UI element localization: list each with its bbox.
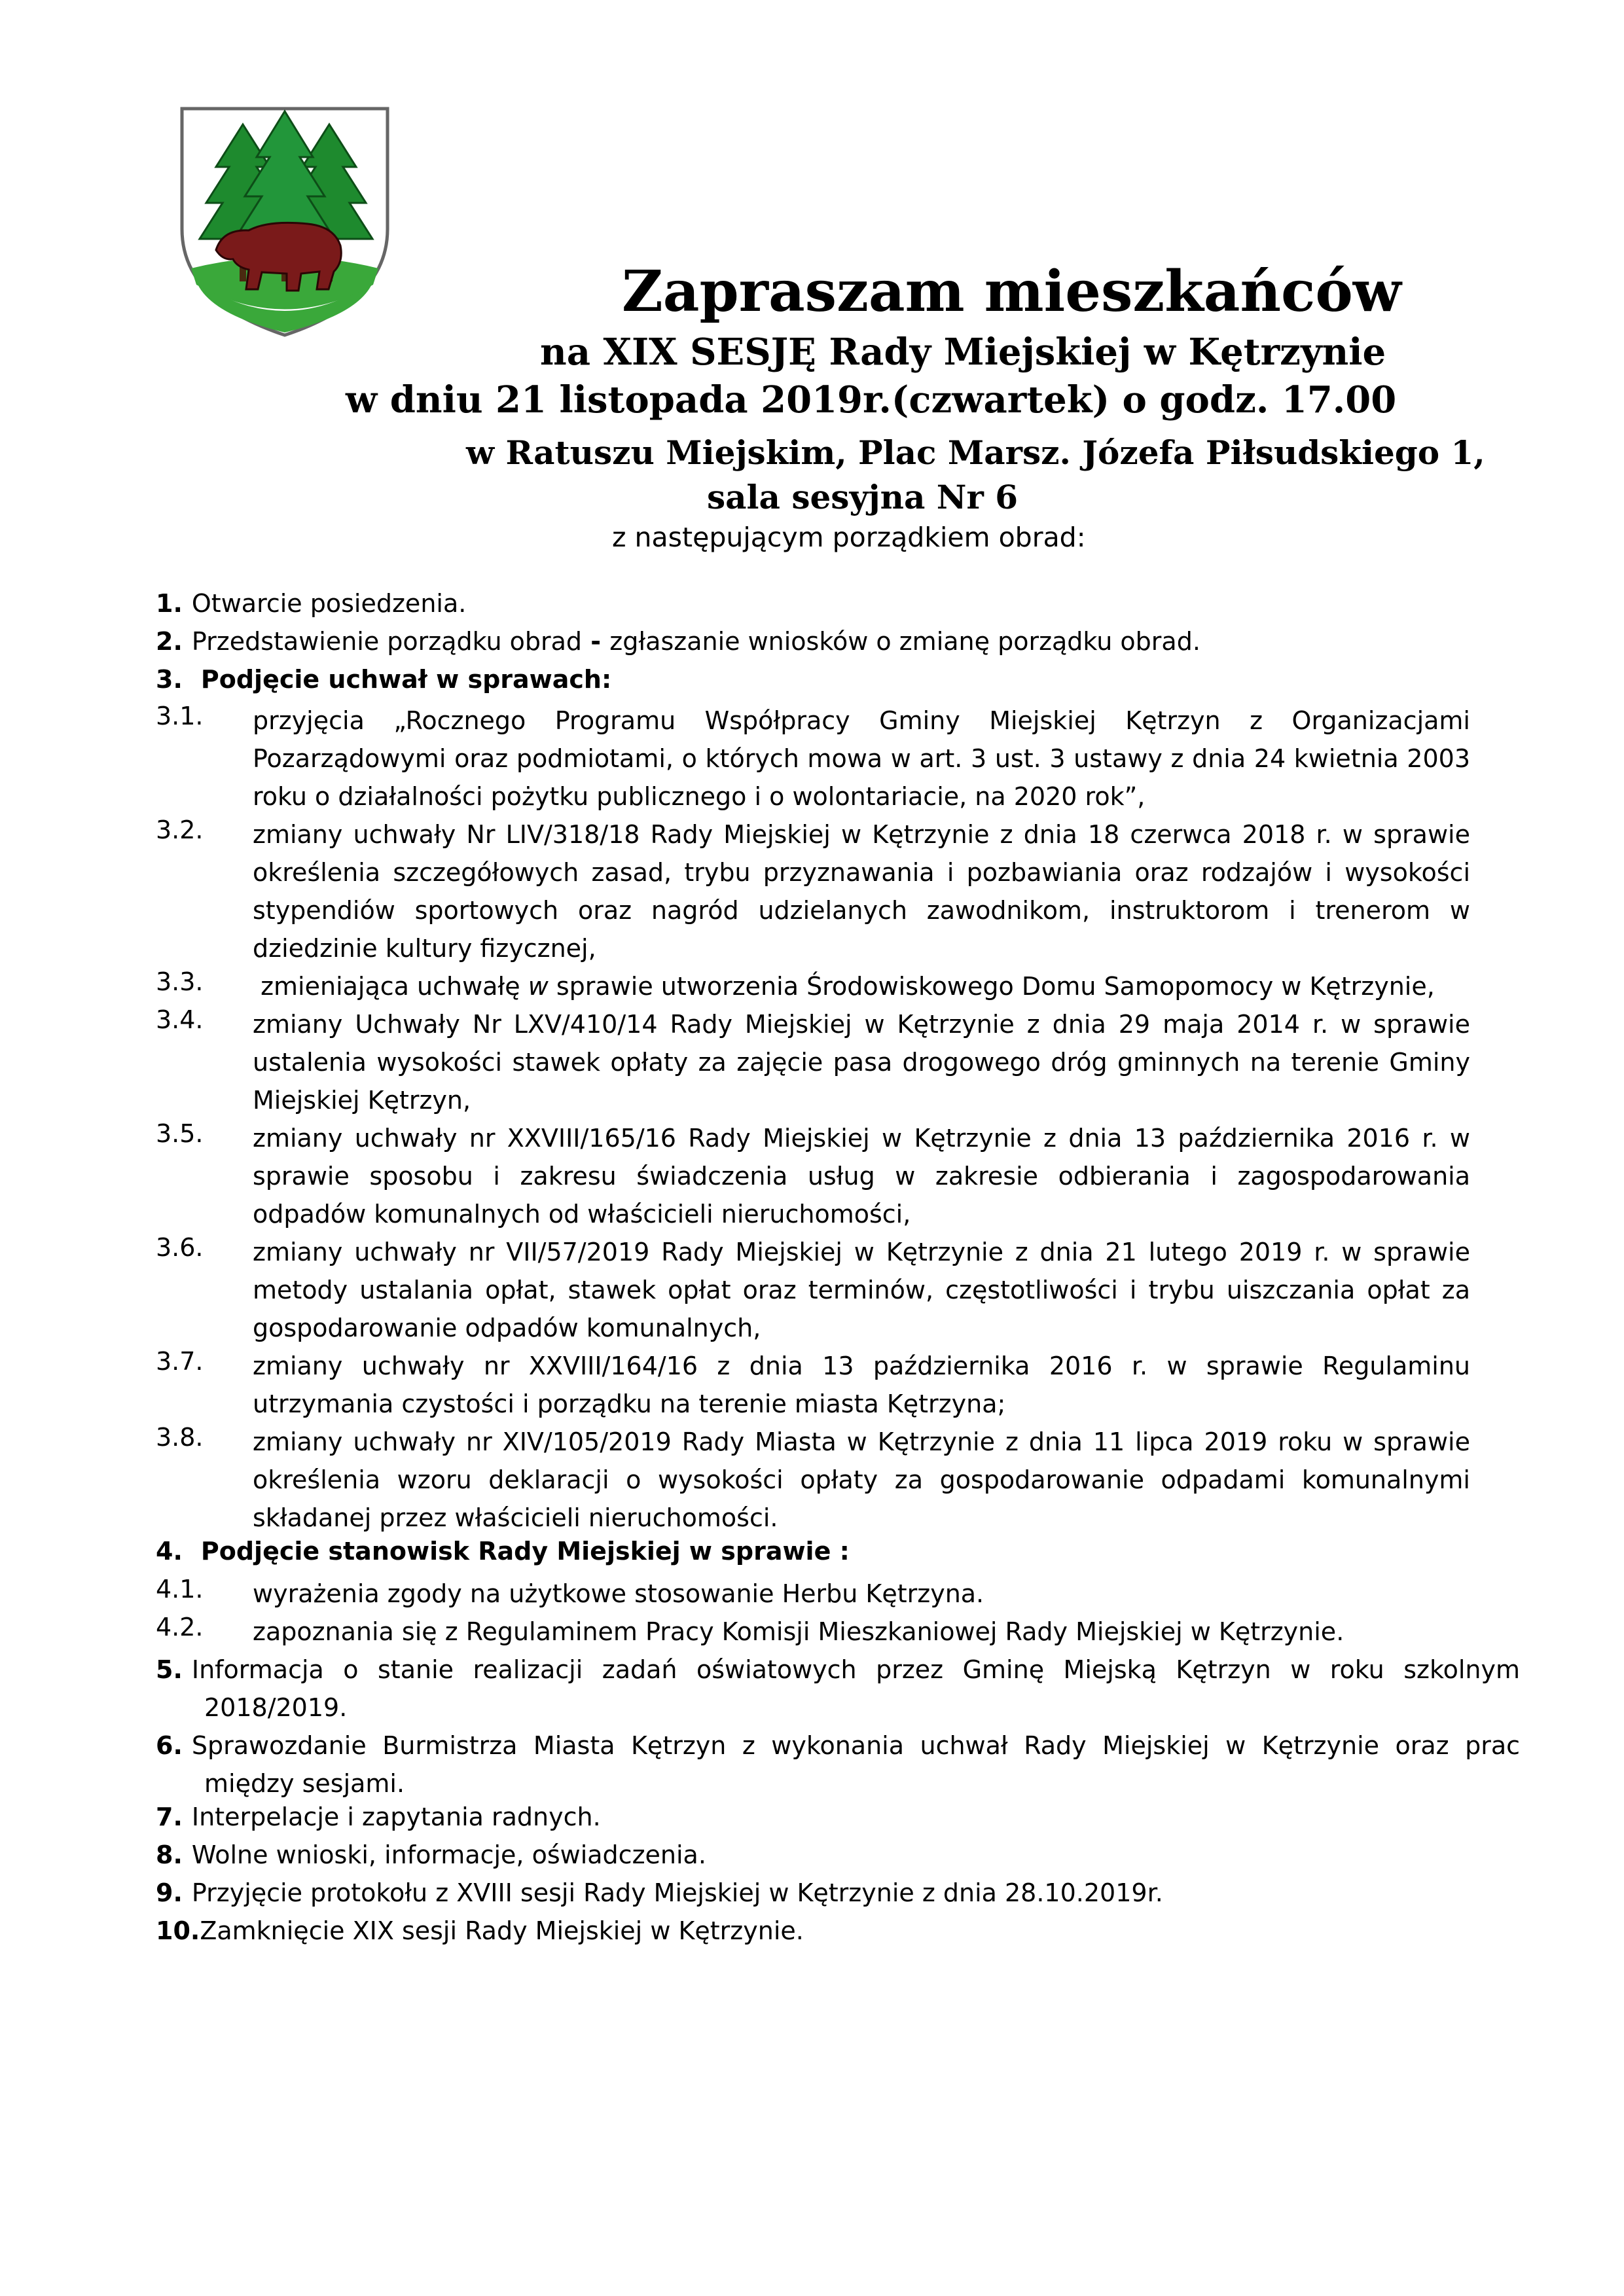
subitem-text: zmiany uchwały nr XXVIII/164/16 z dnia 13 października 2016 r. w sprawie Regulaminu utrzymania czystości i porządku na terenie miasta Kętrzyna; — [253, 1352, 1470, 1418]
subitem-text-a: zmieniająca uchwałę — [253, 972, 528, 1001]
agenda-item-9 — [156, 1878, 1163, 1907]
subitem-text: zapoznania się z Regulaminem Pracy Komisji Mieszkaniowej Rady Miejskiej w Kętrzynie. — [253, 1617, 1344, 1646]
item-number: 5. — [156, 1655, 183, 1684]
subitem-text: zmiany uchwały nr XIV/105/2019 Rady Miasta w Kętrzynie z dnia 11 lipca 2019 roku w sprawie określenia wzoru deklaracji o wysokości opłaty za gospodarowanie odpadami komunalnymi składanej przez właścicieli nieruchomości. — [253, 1427, 1470, 1532]
item-text-2: zgłaszanie wniosków o zmianę porządku obrad. — [609, 627, 1200, 656]
subitem-text — [253, 967, 1470, 1005]
session-date: w dniu 21 listopada 2019r.(czwartek) o godz. 17.00 — [346, 378, 1397, 422]
subitem-text: zmiany uchwały Nr LIV/318/18 Rady Miejskiej w Kętrzynie z dnia 18 czerwca 2018 r. w sprawie określenia szczegółowych zasad, trybu przyznawania i pozbawiania oraz rodzajów i wysokości stypendiów sportowych oraz nagród udzielanych zawodnikom, instruktorom i trenerom w dziedzinie kultury fizycznej, — [253, 820, 1470, 963]
item-number: 8. — [156, 1840, 183, 1869]
subitem-number: 4.2. — [156, 1613, 204, 1641]
item-text: Przyjęcie protokołu z XVIII sesji Rady Miejskiej w Kętrzynie z dnia 28.10.2019r. — [191, 1878, 1163, 1907]
item-text: Interpelacje i zapytania radnych. — [191, 1803, 601, 1831]
subitem-number: 3.6. — [156, 1233, 204, 1262]
agenda-item-4 — [156, 1537, 850, 1566]
agenda-item-6 — [156, 1727, 1520, 1803]
agenda-item-10 — [156, 1916, 804, 1945]
subitem-number: 3.4. — [156, 1005, 204, 1034]
item-number: 2. — [156, 627, 183, 656]
coat-of-arms-icon — [177, 105, 393, 340]
item-text: Sprawozdanie Burmistrza Miasta Kętrzyn z wykonania uchwał Rady Miejskiej w Kętrzynie oraz prac między sesjami. — [191, 1731, 1520, 1798]
item-dash: - — [582, 627, 610, 656]
subitem-number: 3.7. — [156, 1347, 204, 1376]
item-text: Podjęcie stanowisk Rady Miejskiej w sprawie : — [200, 1537, 850, 1566]
agenda-intro: z następującym porządkiem obrad: — [612, 522, 1086, 553]
item-number: 1. — [156, 589, 183, 618]
subitem-text: wyrażenia zgody na użytkowe stosowanie Herbu Kętrzyna. — [253, 1579, 984, 1608]
subitem-number: 3.1. — [156, 702, 204, 730]
item-text: Informacja o stanie realizacji zadań oświatowych przez Gminę Miejską Kętrzyn w roku szkolnym 2018/2019. — [191, 1655, 1520, 1722]
item-number: 6. — [156, 1731, 183, 1760]
agenda-item-8 — [156, 1840, 706, 1869]
session-location: w Ratuszu Miejskim, Plac Marsz. Józefa Piłsudskiego 1, — [466, 433, 1485, 472]
subitem-number: 3.3. — [156, 967, 204, 996]
subitem-number: 3.8. — [156, 1423, 204, 1452]
session-room: sala sesyjna Nr 6 — [707, 478, 1018, 516]
item-number: 3. — [156, 665, 183, 694]
item-text: Otwarcie posiedzenia. — [191, 589, 467, 618]
item-number: 7. — [156, 1803, 183, 1831]
subitem-number: 3.2. — [156, 816, 204, 844]
subitem-text: przyjęcia „Rocznego Programu Współpracy Gminy Miejskiej Kętrzyn z Organizacjami Pozarządowymi oraz podmiotami, o których mowa w art. 3 ust. 3 ustawy z dnia 24 kwietnia 2003 roku o działalności pożytku publicznego i o wolontariacie, na 2020 rok”, — [253, 706, 1470, 811]
subitem-number: 3.5. — [156, 1119, 204, 1148]
item-number: 9. — [156, 1878, 183, 1907]
item-number: 4. — [156, 1537, 183, 1566]
agenda-item-1 — [156, 589, 466, 618]
subitem-text: zmiany uchwały nr XXVIII/165/16 Rady Miejskiej w Kętrzynie z dnia 13 października 2016 r. w sprawie sposobu i zakresu świadczenia usług w zakresie odbierania i zagospodarowania odpadów komunalnych od właścicieli nieruchomości, — [253, 1124, 1470, 1229]
subitem-text: zmiany uchwały nr VII/57/2019 Rady Miejskiej w Kętrzynie z dnia 21 lutego 2019 r. w sprawie metody ustalania opłat, stawek opłat oraz terminów, częstotliwości i trybu uiszczania opłat za gospodarowanie odpadów komunalnych, — [253, 1238, 1470, 1342]
item-text: Zamknięcie XIX sesji Rady Miejskiej w Kętrzynie. — [200, 1916, 804, 1945]
session-name: na XIX SESJĘ Rady Miejskiej w Kętrzynie — [540, 331, 1386, 374]
subitem-text-w: w — [528, 972, 549, 1001]
item-text: Wolne wnioski, informacje, oświadczenia. — [191, 1840, 706, 1869]
item-text: Podjęcie uchwał w sprawach: — [200, 665, 612, 694]
subitem-text-b: sprawie utworzenia Środowiskowego Domu Samopomocy w Kętrzynie, — [548, 972, 1435, 1001]
agenda-item-7 — [156, 1803, 601, 1831]
item-text: Przedstawienie porządku obrad — [191, 627, 583, 656]
agenda-item-5 — [156, 1651, 1520, 1727]
subitem-number: 4.1. — [156, 1575, 204, 1604]
agenda-item-3 — [156, 665, 611, 694]
item-number: 10. — [156, 1916, 200, 1945]
agenda-item-2 — [156, 627, 1200, 656]
subitem-text: zmiany Uchwały Nr LXV/410/14 Rady Miejskiej w Kętrzynie z dnia 29 maja 2014 r. w sprawie ustalenia wysokości stawek opłaty za zajęcie pasa drogowego dróg gminnych na terenie Gminy Miejskiej Kętrzyn, — [253, 1010, 1470, 1115]
page-title: Zapraszam mieszkańców — [622, 259, 1401, 325]
